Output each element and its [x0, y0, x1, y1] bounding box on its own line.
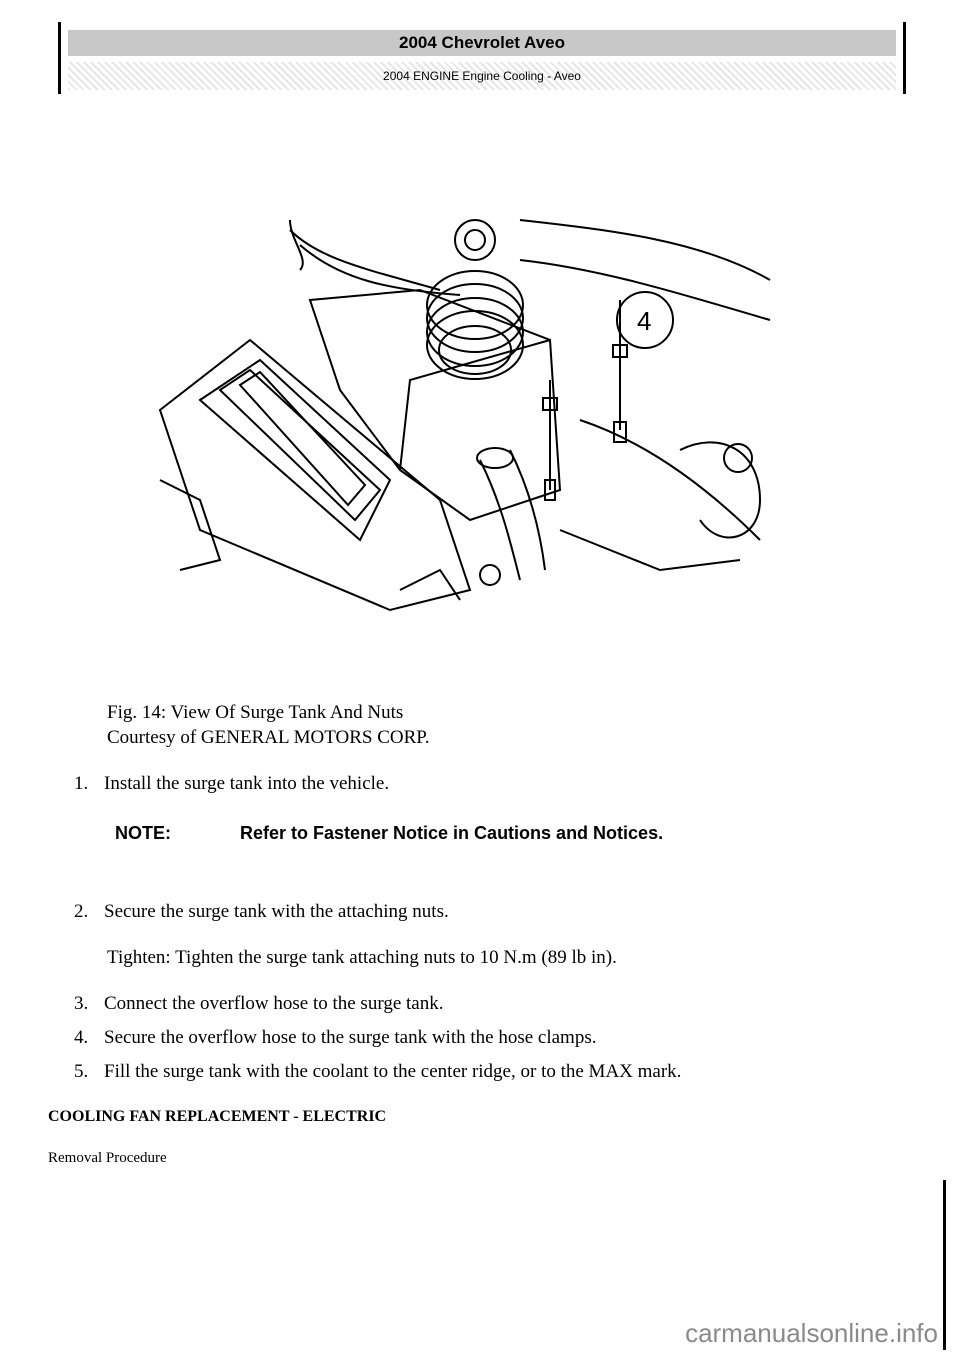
header-subtitle: 2004 ENGINE Engine Cooling - Aveo — [68, 62, 896, 90]
figure-caption — [107, 700, 430, 750]
caption-credit: Courtesy of GENERAL MOTORS CORP. — [107, 727, 430, 748]
step-5 — [74, 1060, 681, 1084]
step-text: Secure the surge tank with the attaching nuts. — [104, 901, 449, 922]
step-3 — [74, 992, 443, 1016]
surge-tank-illustration — [140, 200, 780, 620]
section-title: COOLING FAN REPLACEMENT - ELECTRIC — [48, 1108, 387, 1125]
subsection-title: Removal Procedure — [48, 1150, 167, 1166]
step-1 — [74, 772, 389, 796]
note-label: NOTE: — [115, 823, 171, 843]
note-text: Refer to Fastener Notice in Cautions and Notices. — [240, 823, 664, 843]
caption-title: Fig. 14: View Of Surge Tank And Nuts — [107, 702, 404, 723]
step-number: 5. — [74, 1061, 89, 1082]
step-number: 3. — [74, 993, 89, 1014]
header-right-rule — [903, 22, 906, 94]
header-left-rule — [58, 22, 61, 94]
watermark: carmanualsonline.info — [685, 1318, 938, 1348]
step-4 — [74, 1026, 596, 1050]
torque-spec: Tighten: Tighten the surge tank attaching nuts to 10 N.m (89 lb in). — [107, 947, 617, 968]
step-number: 1. — [74, 773, 89, 794]
step-number: 2. — [74, 901, 89, 922]
step-text: Connect the overflow hose to the surge tank. — [104, 993, 444, 1014]
page-edge-rule — [943, 1180, 946, 1350]
step-number: 4. — [74, 1027, 89, 1048]
document-header — [58, 22, 906, 94]
step-text: Install the surge tank into the vehicle. — [104, 773, 390, 794]
step-text: Secure the overflow hose to the surge tank with the hose clamps. — [104, 1027, 597, 1048]
step-text: Fill the surge tank with the coolant to the center ridge, or to the MAX mark. — [104, 1061, 682, 1082]
callout-number: 4 — [637, 306, 652, 336]
header-title: 2004 Chevrolet Aveo — [68, 30, 896, 56]
step-2 — [74, 900, 449, 924]
